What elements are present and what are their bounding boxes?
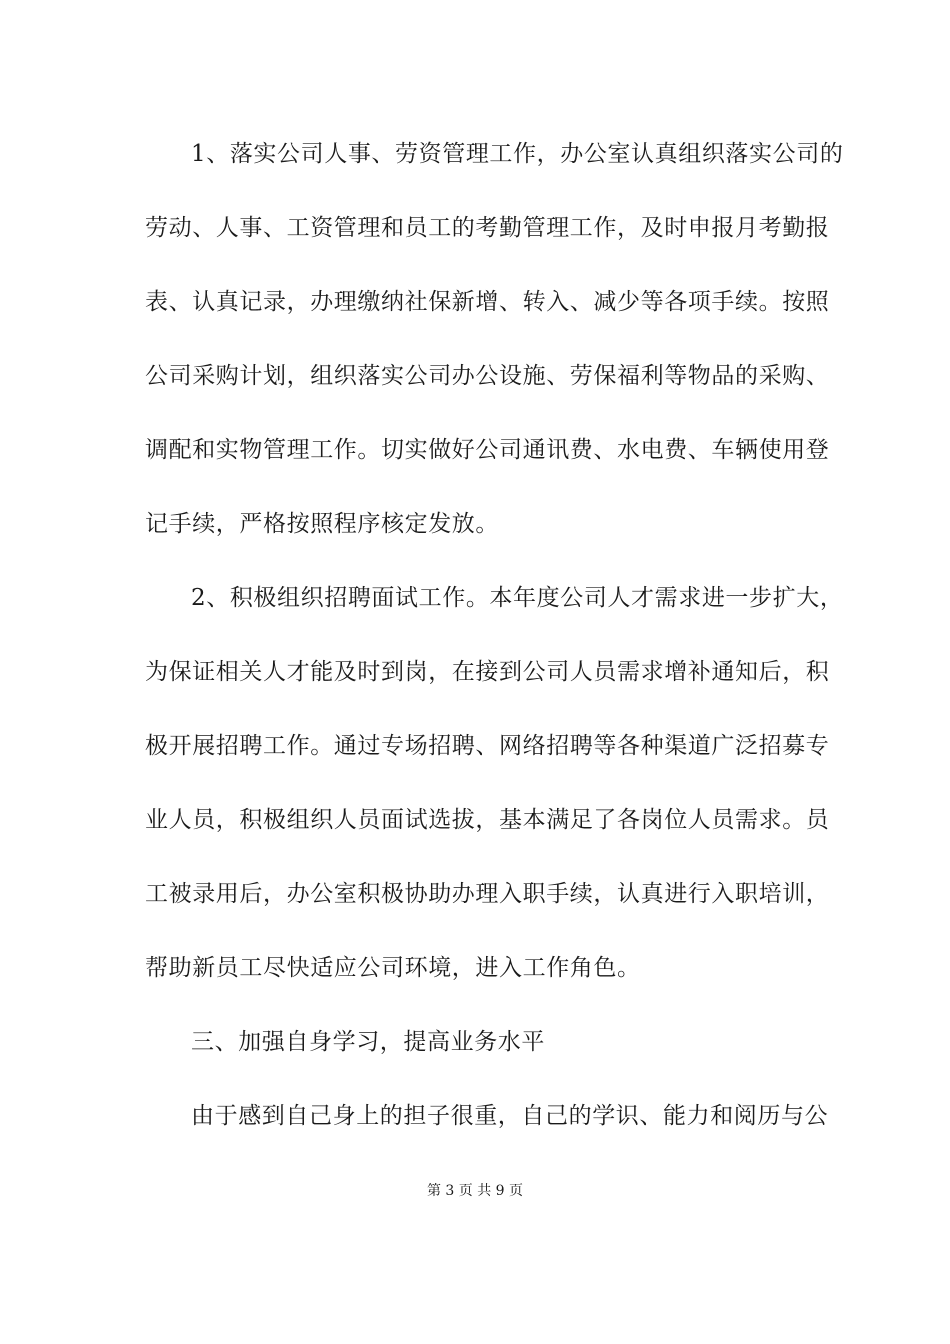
paragraph-line: 表、认真记录，办理缴纳社保新增、转入、减少等各项手续。按照 — [145, 289, 830, 315]
paragraph-line: 由于感到自己身上的担子很重，自己的学识、能力和阅历与公 — [191, 1103, 829, 1129]
paragraph-line: 记手续，严格按照程序核定发放。 — [145, 511, 499, 537]
paragraph-line: 调配和实物管理工作。切实做好公司通讯费、水电费、车辆使用登 — [145, 437, 830, 463]
paragraph-line: 工被录用后，办公室积极协助办理入职手续，认真进行入职培训， — [145, 881, 830, 907]
page-footer — [0, 1180, 950, 1200]
paragraph-line: 业人员，积极组织人员面试选拔，基本满足了各岗位人员需求。员 — [145, 807, 830, 833]
paragraph-line: 帮助新员工尽快适应公司环境，进入工作角色。 — [145, 955, 641, 981]
paragraph-line: 劳动、人事、工资管理和员工的考勤管理工作，及时申报月考勤报 — [145, 215, 830, 241]
paragraph-line: 极开展招聘工作。通过专场招聘、网络招聘等各种渠道广泛招募专 — [145, 733, 830, 759]
page-number-label: 第 3 页 共 9 页 — [426, 1183, 524, 1199]
paragraph-line: 2、积极组织招聘面试工作。本年度公司人才需求进一步扩大， — [191, 585, 844, 611]
section-heading: 三、加强自身学习，提高业务水平 — [191, 1029, 545, 1055]
paragraph-line: 1、落实公司人事、劳资管理工作，办公室认真组织落实公司的 — [191, 141, 844, 167]
paragraph-line: 公司采购计划，组织落实公司办公设施、劳保福利等物品的采购、 — [145, 363, 830, 389]
paragraph-line: 为保证相关人才能及时到岗，在接到公司人员需求增补通知后，积 — [145, 659, 830, 685]
